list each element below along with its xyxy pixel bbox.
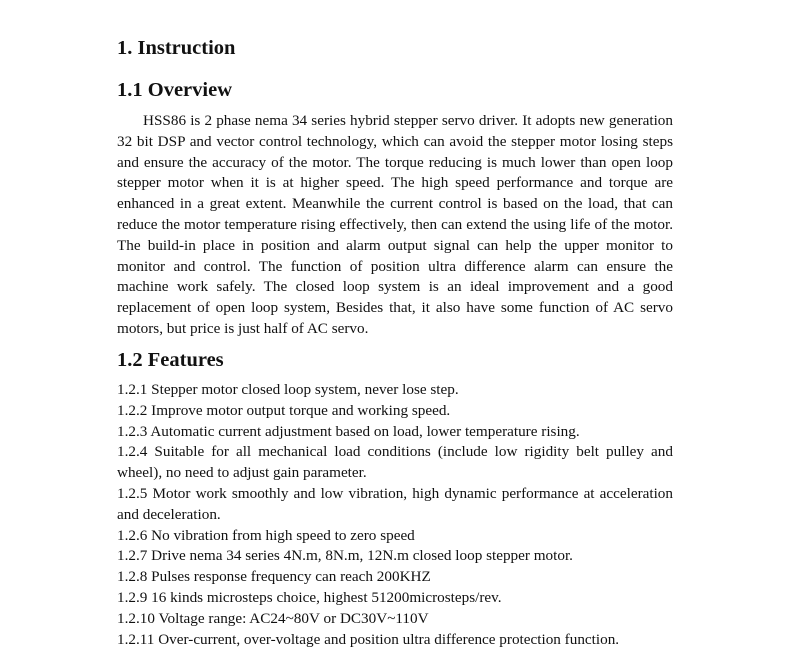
feature-item: 1.2.1 Stepper motor closed loop system, never lose step. xyxy=(117,381,459,398)
feature-item: 1.2.9 16 kinds microsteps choice, highest 51200microsteps/rev. xyxy=(117,588,502,606)
section-heading-instruction: 1. Instruction xyxy=(117,37,236,59)
feature-item: 1.2.8 Pulses response frequency can reach 200KHZ xyxy=(117,568,431,586)
overview-paragraph: HSS86 is 2 phase nema 34 series hybrid stepper servo driver. It adopts new generation 32 bit DSP and vector control technology, which can avoid the stepper motor losing steps and ensure the accuracy of the motor. The torque reducing is much lower than open loop stepper motor when it is at higher speed. The high speed performance and torque are enhanced in a great extent. Meanwhile the current control is based on the load, that can reduce the motor temperature rising effectively, then can extend the using life of the motor. The build-in place in position and alarm output signal can help the upper monitor to monitor and control. The function of position ultra difference alarm can ensure the machine work safely. The closed loop system is an ideal improvement and a good replacement of open loop system, Besides that, it also have some function of AC servo motors, but price is just half of AC servo. xyxy=(117,112,673,337)
feature-item: 1.2.2 Improve motor output torque and working speed. xyxy=(117,401,451,419)
feature-item: 1.2.11 Over-current, over-voltage and position ultra difference protection function. xyxy=(117,630,620,648)
feature-item: 1.2.10 Voltage range: AC24~80V or DC30V~110V xyxy=(117,609,429,627)
features-list xyxy=(117,380,673,650)
feature-item: 1.2.3 Automatic current adjustment based on load, lower temperature rising. xyxy=(117,422,580,440)
feature-item: 1.2.7 Drive nema 34 series 4N.m, 8N.m, 12N.m closed loop stepper motor. xyxy=(117,547,573,565)
feature-item: 1.2.4 Suitable for all mechanical load conditions (include low rigidity belt pulley and wheel), no need to adjust gain parameter. xyxy=(117,443,673,482)
section-heading-overview: 1.1 Overview xyxy=(117,79,232,101)
feature-item: 1.2.5 Motor work smoothly and low vibration, high dynamic performance at acceleration and deceleration. xyxy=(117,484,673,523)
feature-item: 1.2.6 No vibration from high speed to zero speed xyxy=(117,526,415,544)
section-heading-features: 1.2 Features xyxy=(117,349,224,371)
